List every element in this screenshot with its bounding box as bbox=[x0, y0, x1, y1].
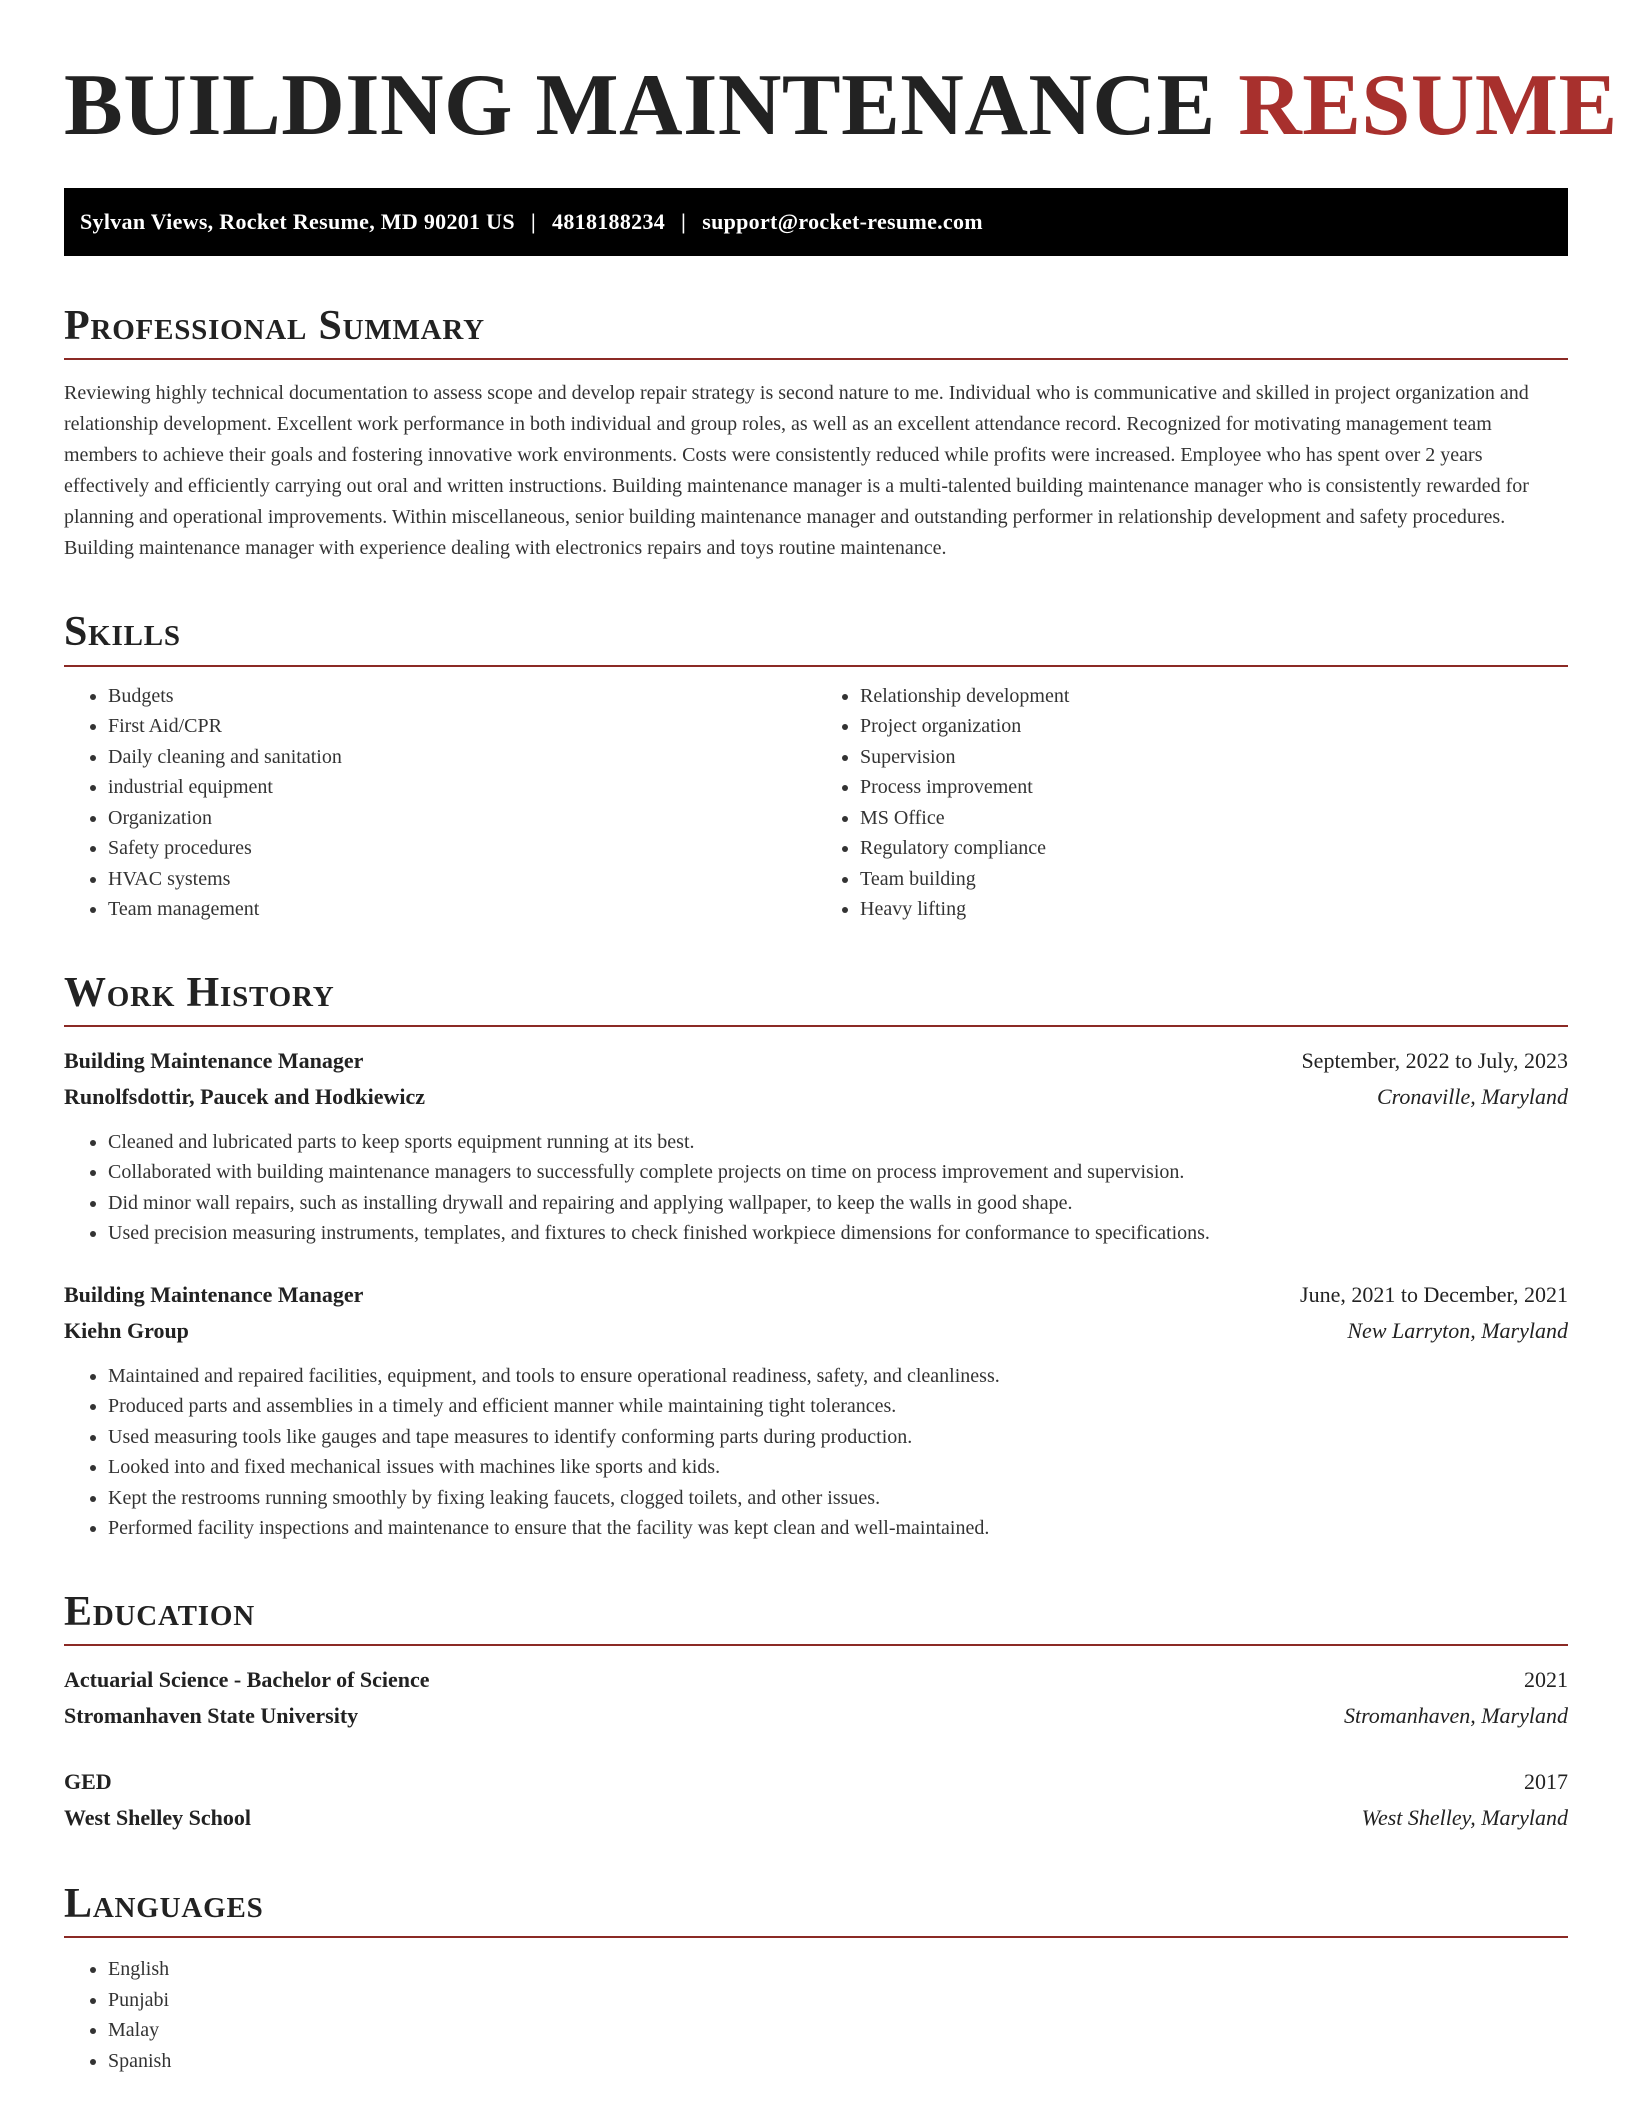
education-school: Stromanhaven State University bbox=[64, 1703, 359, 1729]
job-location: New Larryton, Maryland bbox=[1347, 1317, 1568, 1343]
education-header bbox=[64, 1764, 1568, 1800]
section-title: Languages bbox=[64, 1880, 1568, 1938]
job-bullets bbox=[64, 1361, 1568, 1544]
skill-item: • Relationship development bbox=[860, 681, 1568, 712]
languages-list bbox=[64, 1954, 1568, 2076]
education-degree: Actuarial Science - Bachelor of Science bbox=[64, 1667, 430, 1693]
education-year: 2017 bbox=[1524, 1769, 1568, 1795]
language-item: • English bbox=[108, 1954, 1568, 1985]
job-role: Building Maintenance Manager bbox=[64, 1047, 364, 1073]
job-bullet: • Produced parts and assemblies in a timely and efficient manner while maintaining tight tolerances. bbox=[108, 1391, 1568, 1422]
skill-item: • Process improvement bbox=[860, 772, 1568, 803]
education-entry bbox=[64, 1662, 1568, 1734]
language-item: • Malay bbox=[108, 2015, 1568, 2046]
skill-item: • Daily cleaning and sanitation bbox=[108, 742, 816, 773]
job-bullet: • Used precision measuring instruments, templates, and fixtures to check finished workpiece dimensions for conformance to specifications. bbox=[108, 1218, 1568, 1249]
skills-columns bbox=[64, 681, 1568, 925]
job-bullet: • Looked into and fixed mechanical issues with machines like sports and kids. bbox=[108, 1452, 1568, 1483]
education-year: 2021 bbox=[1524, 1667, 1568, 1693]
skill-item: • MS Office bbox=[860, 803, 1568, 834]
skill-item: • Budgets bbox=[108, 681, 816, 712]
languages-section bbox=[64, 1880, 1568, 2076]
job-dates: June, 2021 to December, 2021 bbox=[1300, 1281, 1568, 1307]
job-bullet: • Performed facility inspections and maintenance to ensure that the facility was kept clean and well-maintained. bbox=[108, 1513, 1568, 1544]
skills-section bbox=[64, 608, 1568, 924]
education-subheader bbox=[64, 1800, 1568, 1836]
education-school: West Shelley School bbox=[64, 1805, 252, 1831]
skill-item: • Team building bbox=[860, 864, 1568, 895]
education-subheader bbox=[64, 1698, 1568, 1734]
skills-list-left bbox=[64, 681, 816, 925]
job-bullet: • Maintained and repaired facilities, equipment, and tools to ensure operational readiness, safety, and cleanliness. bbox=[108, 1361, 1568, 1392]
education-section bbox=[64, 1588, 1568, 1836]
section-title: Skills bbox=[64, 608, 1568, 666]
job-bullet: • Did minor wall repairs, such as installing drywall and repairing and applying wallpaper, to keep the walls in good shape. bbox=[108, 1188, 1568, 1219]
job-role: Building Maintenance Manager bbox=[64, 1281, 364, 1307]
job-subheader bbox=[64, 1079, 1568, 1115]
job-header bbox=[64, 1043, 1568, 1079]
contact-bar bbox=[64, 188, 1568, 256]
job-bullet: • Used measuring tools like gauges and tape measures to identify conforming parts during production. bbox=[108, 1422, 1568, 1453]
skill-item: • Heavy lifting bbox=[860, 894, 1568, 925]
resume-title-accent: RESUME bbox=[1238, 57, 1618, 154]
skill-item: • HVAC systems bbox=[108, 864, 816, 895]
skill-item: • Team management bbox=[108, 894, 816, 925]
skill-item: • Regulatory compliance bbox=[860, 833, 1568, 864]
education-degree: GED bbox=[64, 1769, 112, 1795]
job-dates: September, 2022 to July, 2023 bbox=[1301, 1047, 1568, 1073]
skill-item: • First Aid/CPR bbox=[108, 711, 816, 742]
section-title: Work History bbox=[64, 969, 1568, 1027]
education-entry bbox=[64, 1764, 1568, 1836]
job-bullet: • Kept the restrooms running smoothly by fixing leaking faucets, clogged toilets, and other issues. bbox=[108, 1483, 1568, 1514]
work-history-section bbox=[64, 969, 1568, 1544]
contact-separator: | bbox=[681, 209, 687, 234]
section-title: Education bbox=[64, 1588, 1568, 1646]
section-title: Professional Summary bbox=[64, 302, 1568, 360]
job-bullet: • Cleaned and lubricated parts to keep sports equipment running at its best. bbox=[108, 1127, 1568, 1158]
job-company: Runolfsdottir, Paucek and Hodkiewicz bbox=[64, 1083, 426, 1109]
resume-title-main: BUILDING MAINTENANCE bbox=[64, 57, 1216, 154]
job-subheader bbox=[64, 1313, 1568, 1349]
summary-section bbox=[64, 302, 1568, 564]
education-location: West Shelley, Maryland bbox=[1361, 1805, 1568, 1831]
education-location: Stromanhaven, Maryland bbox=[1343, 1703, 1568, 1729]
skill-item: • Project organization bbox=[860, 711, 1568, 742]
job-header bbox=[64, 1277, 1568, 1313]
education-header bbox=[64, 1662, 1568, 1698]
skill-item: • Supervision bbox=[860, 742, 1568, 773]
job-bullet: • Collaborated with building maintenance managers to successfully complete projects on time on process improvement and supervision. bbox=[108, 1157, 1568, 1188]
language-item: • Punjabi bbox=[108, 1985, 1568, 2016]
job-entry bbox=[64, 1043, 1568, 1249]
contact-phone: 4818188234 bbox=[552, 209, 666, 234]
skill-item: • industrial equipment bbox=[108, 772, 816, 803]
skills-list-right bbox=[816, 681, 1568, 925]
contact-email: support@rocket-resume.com bbox=[702, 209, 983, 234]
job-entry bbox=[64, 1277, 1568, 1544]
contact-separator: | bbox=[530, 209, 537, 234]
skill-item: • Safety procedures bbox=[108, 833, 816, 864]
job-location: Cronaville, Maryland bbox=[1376, 1083, 1568, 1109]
job-bullets bbox=[64, 1127, 1568, 1249]
job-company: Kiehn Group bbox=[64, 1317, 189, 1343]
skill-item: • Organization bbox=[108, 803, 816, 834]
summary-text: Reviewing highly technical documentation to assess scope and develop repair strategy is second nature to me. Individual who is communicative and skilled in project organization and relationship development. Excellent work performance in both individual and group roles, as well as an excellent attendance record. Recognized for motivating management team members to achieve their goals and fostering innovative work environments. Costs were consistently reduced while profits were increased. Employee who has spent over 2 years effectively and efficiently carrying out oral and written instructions. Building maintenance manager is a multi-talented building maintenance manager who is consistently rewarded for planning and operational improvements. Within miscellaneous, senior building maintenance manager and outstanding performer in relationship development and safety procedures. Building maintenance manager with experience dealing with electronics repairs and toys routine maintenance. bbox=[64, 382, 1529, 560]
contact-address: Sylvan Views, Rocket Resume, MD 90201 US bbox=[80, 209, 515, 234]
resume-title bbox=[64, 57, 1618, 154]
language-item: • Spanish bbox=[108, 2046, 1568, 2077]
